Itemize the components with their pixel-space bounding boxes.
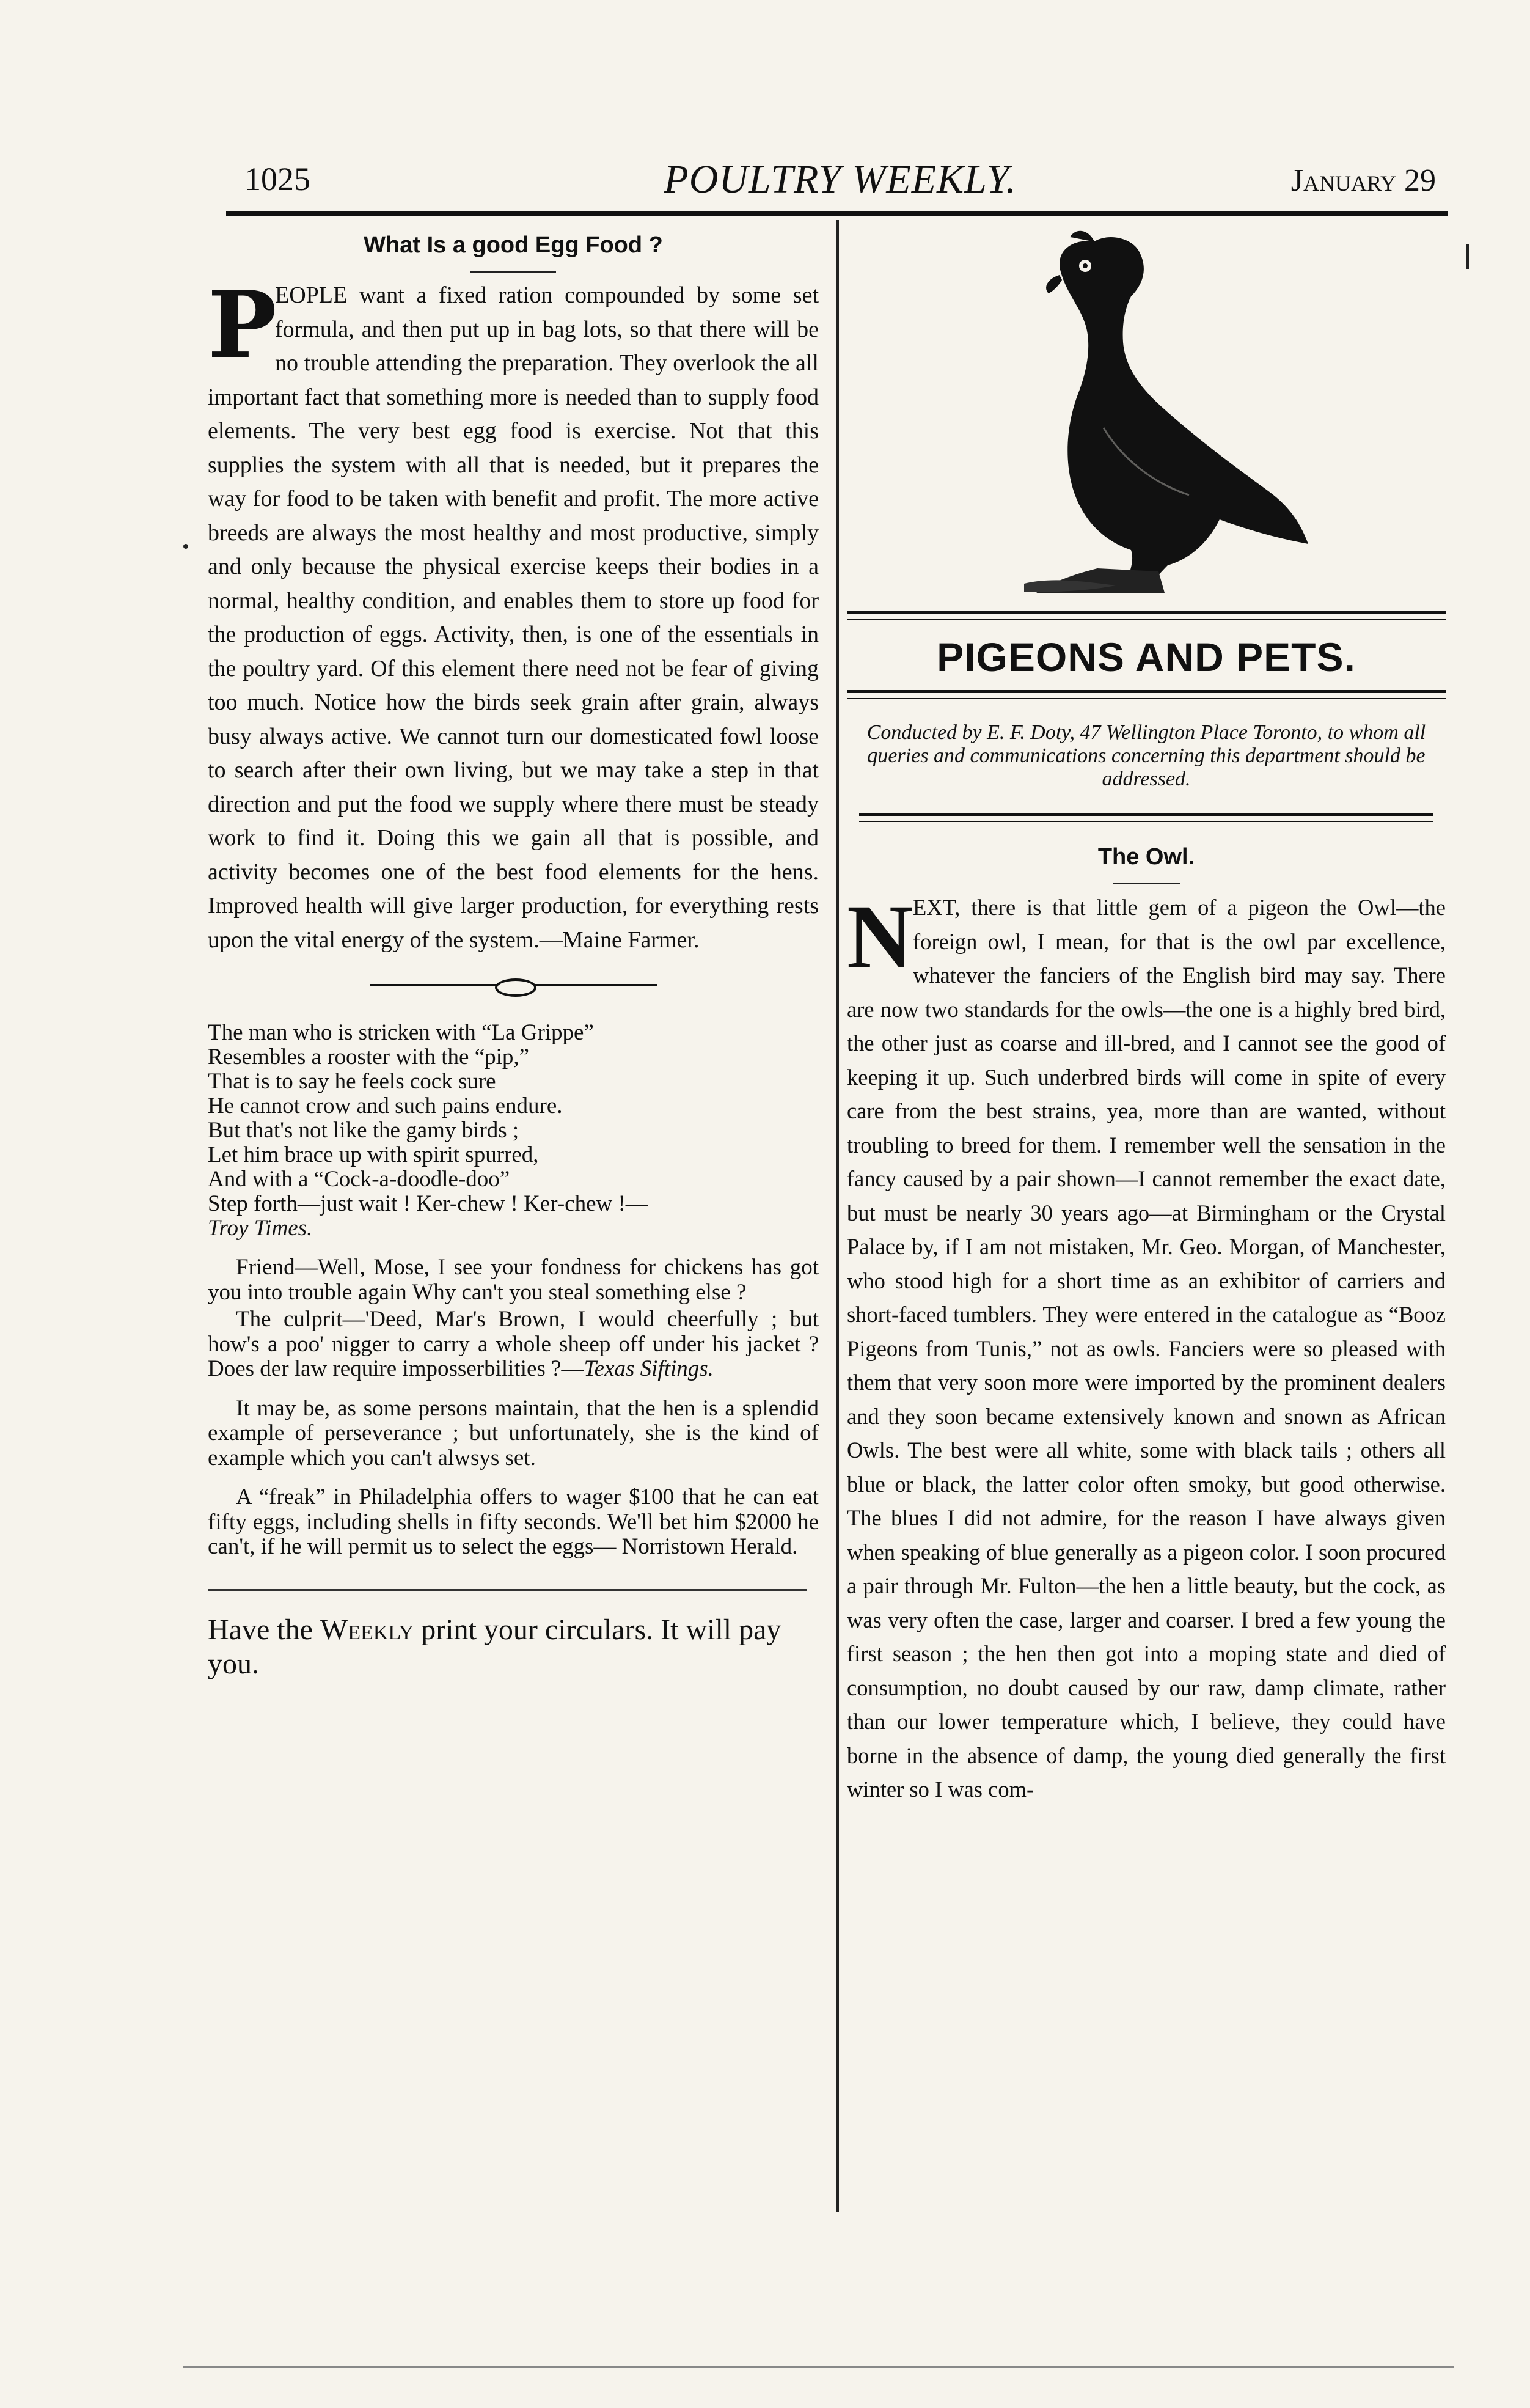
pigeon-illustration [957, 226, 1336, 599]
page-bottom-rule [183, 2366, 1454, 2368]
poem-line: The man who is stricken with “La Grippe” [208, 1020, 594, 1045]
culprit-paragraph [208, 1307, 819, 1382]
margin-speck [183, 544, 188, 549]
issue-date: January 29 [1290, 163, 1436, 198]
owl-body: EXT, there is that little gem of a pigeon the Owl—the foreign owl, I mean, for that is the owl par excellence, whatever the fanciers of the English bird may say. There are now two standards for the owls—the one is a highly bred bird, the other just as coarse and ill-bred, and I cannot see the good of keeping it up. Such underbred birds will come in spite of every care from the best strains, yea, more than are wanted, without troubling to breed for them. I remember well the sensation in the fancy caused by a pair shown—I cannot remember the exact date, but must be nearly 30 years ago—at Birmingham or the Crystal Palace by, if I am not mistaken, Mr. Geo. Morgan, of Manchester, who stood high for a short time as an exhibitor of carriers and short-faced tumblers. They were entered in the catalogue as “Booz Pigeons from Tunis,” not as owls. Fanciers were so pleased with them that very soon more were imported by the prominent dealers and they soon became extensively known and snown as African Owls. The best were all white, some with black tails ; others all blue or black, the latter color often smoky, but good otherwise. The blues I did not admire, for the reason I have always given when speaking of blue generally as a pigeon color. I soon procured a pair through Mr. Fulton—the hen a little beauty, but the cock, as was very often the case, larger and coarser. I bred a few young the first season ; the hen then got into a moping state and died of consumption, no doubt caused by our raw, damp climate, rather than our lower temperature which, I believe, they could have borne in the absence of damp, the young died generally the first winter so I was com- [847, 895, 1446, 1802]
poem-line: He cannot crow and such pains endure. [208, 1093, 563, 1118]
publication-title: POULTRY WEEKLY. [664, 157, 1017, 202]
poem-line: Resembles a rooster with the “pip,” [208, 1044, 530, 1070]
bottom-left-rule [208, 1589, 807, 1591]
poem-line: Step forth—just wait ! Ker-chew ! Ker-chew !— [208, 1191, 648, 1216]
header-rule [226, 211, 1448, 216]
poem-line: Let him brace up with spirit spurred, [208, 1142, 539, 1167]
column-divider [836, 220, 839, 2212]
owl-article [847, 886, 1446, 1807]
owl-title: The Owl. [1097, 844, 1195, 870]
mose-paragraph: Friend—Well, Mose, I see your fondness for chickens has got you into trouble again Why can't you steal something else ? [208, 1255, 819, 1305]
egg-food-title: What Is a good Egg Food ? [364, 232, 663, 258]
culprit-source: Texas Siftings. [584, 1356, 714, 1381]
pigeons-pets-heading: PIGEONS AND PETS. [937, 634, 1356, 680]
department-credit: Conducted by E. F. Doty, 47 Wellington Place Toronto, to whom all queries and communications concerning this department should be addressed. [866, 721, 1426, 790]
left-column [208, 232, 819, 1681]
title-rule [470, 271, 556, 273]
credit-rule [859, 813, 1433, 822]
owl-title-rule [1113, 883, 1180, 884]
page-number: 1025 [244, 161, 310, 197]
section-rule-bottom [847, 690, 1446, 699]
egg-food-body: EOPLE want a fixed ration compounded by some set formula, and then put up in bag lots, so that there will be no trouble attending the preparation. They overlook the all important fact that something more is needed than to supply food elements. The very best egg food is exercise. Not that this supplies the system with all that is needed, but it prepares the way for food to be taken with benefit and profit. The more active breeds are always the most healthy and most productive, simply and only because the physical exercise keeps their bodies in a normal, healthy condition, and enables them to store up food for the production of eggs. Activity, then, is one of the essentials in the poultry yard. Of this element there need not be fear of giving too much. Notice how the birds seek grain after grain, always busy always active. We cannot turn our domesticated fowl loose to search after their own living, but we may take a step in that direction and put the food we supply where there must be steady work to find it. Doing this we gain all that is possible, and activity becomes one of the best food elements for the hens. Improved health will give larger production, for everything rests upon the vital energy of the system.—Maine Farmer. [208, 282, 819, 953]
promo-text-end: print your circulars. It will pay you. [208, 1613, 781, 1680]
ornament-knot-icon [495, 978, 536, 997]
poem-line: And with a “Cock-a-doodle-doo” [208, 1167, 510, 1192]
egg-food-article [208, 271, 819, 957]
la-grippe-poem [208, 1021, 819, 1241]
hen-paragraph: It may be, as some persons maintain, that the hen is a splendid example of perseverance ; but unfortunately, she is the kind of example which you can't alwsys set. [208, 1395, 819, 1470]
drop-cap-n: N [847, 886, 913, 988]
margin-mark [1466, 244, 1469, 269]
ornament-divider [370, 984, 657, 986]
poem-source: Troy Times. [208, 1216, 313, 1241]
poem-line: But that's not like the gamy birds ; [208, 1118, 519, 1143]
freak-paragraph: A “freak” in Philadelphia offers to wager $100 that he can eat fifty eggs, including shells in fifty seconds. We'll bet him $2000 he can't, if he will permit us to select the eggs— Norristown Herald. [208, 1485, 819, 1559]
section-rule-top [847, 611, 1446, 620]
circulars-promo [208, 1613, 819, 1681]
promo-text-start: Have the [208, 1613, 320, 1646]
right-column [847, 226, 1446, 1807]
page-header [244, 157, 1436, 209]
poem-line: That is to say he feels cock sure [208, 1069, 496, 1094]
drop-cap-p: P [208, 271, 277, 379]
promo-weekly: Weekly [320, 1613, 414, 1646]
culprit-text: The culprit—'Deed, Mar's Brown, I would cheerfully ; but how's a poo' nigger to carry a whole sheep off under his jacket ? Does der law require imposserbilities ?— [208, 1307, 819, 1381]
